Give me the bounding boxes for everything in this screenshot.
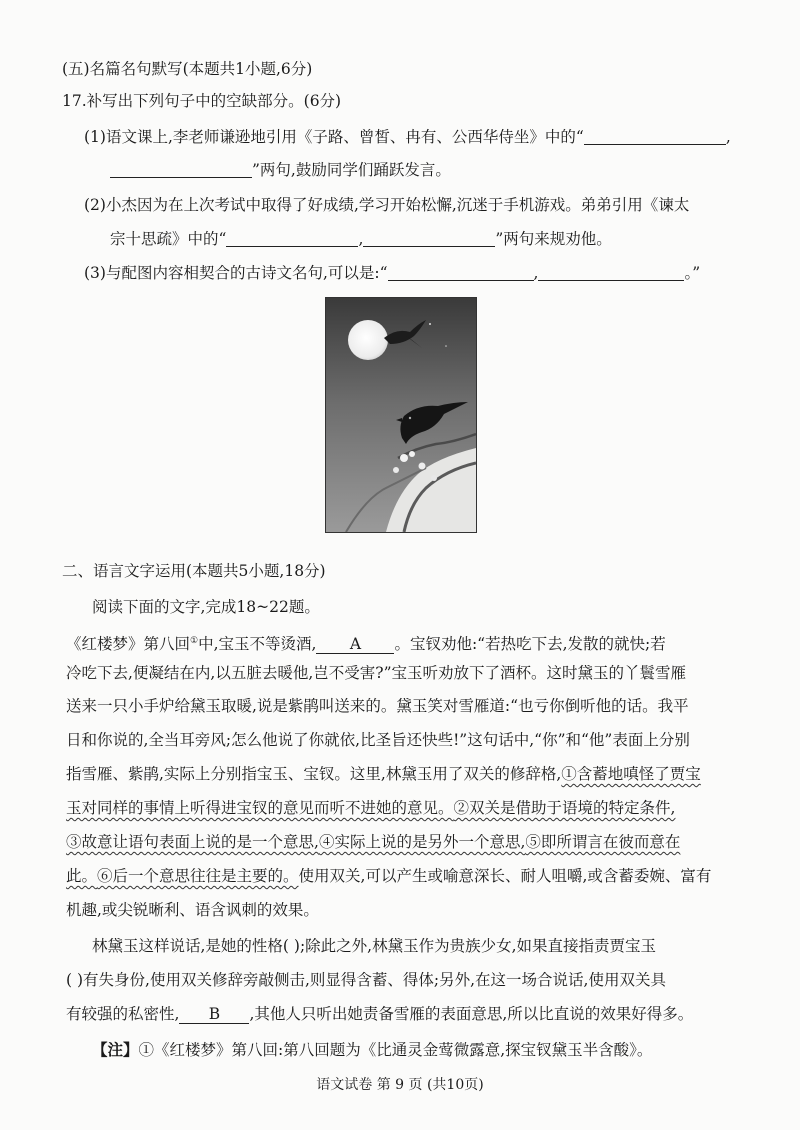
q17-3-end: 。” [684, 264, 701, 282]
passage-text: 中,宝玉不等烫酒, [198, 635, 317, 654]
passage-text: 《红楼梦》第八回 [66, 635, 191, 654]
passage-line-5 [66, 763, 701, 785]
q17-3-blank-1[interactable] [388, 262, 534, 281]
passage-line-7 [66, 831, 680, 853]
wavy-sentence-5: ⑤即所谓言在彼而意在 [525, 833, 681, 851]
passage-line-1 [66, 630, 666, 655]
q17-1-end: ”两句,鼓励同学们踊跃发言。 [252, 161, 451, 179]
passage-line-2: 冷吃下去,便凝结在内,以五脏去暖他,岂不受害?”宝玉听劝放下了酒杯。这时黛玉的丫鬟雪雁 [66, 664, 687, 682]
q17-3-line [84, 262, 700, 284]
passage2-line-1: 林黛玉这样说话,是她的性格( );除此之外,林黛玉作为贵族少女,如果直接指责贾宝玉 [92, 937, 657, 955]
passage-line-8 [66, 865, 711, 887]
blank-A[interactable]: A [316, 635, 394, 654]
passage-text: ,其他人只听出她责备雪雁的表面意思,所以比直说的效果好得多。 [249, 1005, 694, 1023]
wavy-sentence-4: ④实际上说的是另外一个意思, [318, 833, 526, 851]
passage-text: 使用双关,可以产生或喻意深长、耐人咀嚼,或含蓄委婉、富有 [298, 867, 712, 885]
q17-1-line2 [110, 159, 451, 181]
wavy-sentence-2: ②双关是借助于语境的特定条件, [453, 799, 676, 817]
page-footer: 语文试卷 第 9 页 (共10页) [316, 1077, 484, 1093]
q17-1-blank-1[interactable] [584, 126, 726, 145]
question-17-title: 17.补写出下列句子中的空缺部分。(6分) [62, 92, 342, 110]
q17-1-comma: , [725, 128, 731, 146]
wavy-sentence-3: ③故意让语句表面上说的是一个意思, [66, 833, 319, 851]
blank-B[interactable]: B [179, 1005, 249, 1024]
passage-line-4: 日和你说的,全当耳旁风;怎么他说了你就依,比圣旨还快些!”这句话中,“你”和“他”表面上分别 [66, 731, 690, 749]
q17-3-start: (3)与配图内容相契合的古诗文名句,可以是:“ [84, 264, 388, 282]
wavy-sentence-6: ⑥后一个意思往往是主要的。 [97, 867, 299, 885]
q17-3-blank-2[interactable] [538, 262, 684, 281]
note-text: ①《红楼梦》第八回:第八回题为《比通灵金莺微露意,探宝钗黛玉半含酸》。 [138, 1041, 653, 1059]
q17-2-blank-2[interactable] [363, 228, 495, 247]
q17-2-start: 宗十思疏》中的“ [110, 230, 227, 248]
moon-bird-illustration [325, 297, 477, 533]
passage-line-9: 机趣,或尖锐晰利、语含讽刺的效果。 [66, 901, 319, 919]
q17-2-blank-1[interactable] [226, 228, 358, 247]
passage-line-3: 送来一只小手炉给黛玉取暖,说是紫鹃叫送来的。黛玉笑对雪雁道:“也亏你倒听他的话。我平 [66, 697, 689, 715]
q17-2-comma: , [358, 230, 364, 248]
q17-1-text: (1)语文课上,李老师谦逊地引用《子路、曾皙、冉有、公西华侍坐》中的“ [84, 128, 584, 146]
q17-2-line1: (2)小杰因为在上次考试中取得了好成绩,学习开始松懈,沉迷于手机游戏。弟弟引用《谏太 [84, 196, 690, 214]
wavy-sentence-5-cont: 此。 [66, 867, 98, 885]
moon-shape [348, 320, 388, 360]
q17-3-comma: , [533, 264, 539, 282]
note-label: 【注】 [92, 1040, 139, 1059]
wavy-sentence-1-cont: 玉对同样的事情上听得进宝钗的意见而听不进她的意见。 [66, 799, 454, 817]
passage-text: 有较强的私密性, [66, 1005, 180, 1023]
passage-text: 。宝钗劝他:“若热吃下去,发散的就快;若 [394, 635, 666, 654]
reading-intro: 阅读下面的文字,完成18~22题。 [92, 598, 320, 616]
q17-2-end: ”两句来规劝他。 [495, 230, 612, 248]
q17-1-line1 [84, 126, 731, 148]
passage2-line-3 [66, 1003, 693, 1025]
footnote [92, 1039, 652, 1061]
section-heading-5: (五)名篇名句默写(本题共1小题,6分) [62, 60, 313, 78]
q17-2-line2 [110, 228, 612, 250]
passage2-line-2: ( )有失身份,使用双关修辞旁敲侧击,则显得含蓄、得体;另外,在这一场合说话,使用双关具 [66, 971, 666, 989]
wavy-sentence-1: ①含蓄地嗔怪了贾宝 [561, 765, 701, 783]
q17-1-blank-2[interactable] [110, 159, 252, 178]
passage-text: 指雪雁、紫鹃,实际上分别指宝玉、宝钗。这里,林黛玉用了双关的修辞格, [66, 765, 562, 783]
section-heading-2: 二、语言文字运用(本题共5小题,18分) [62, 562, 326, 580]
footnote-mark: ① [190, 636, 199, 646]
passage-line-6 [66, 797, 675, 819]
